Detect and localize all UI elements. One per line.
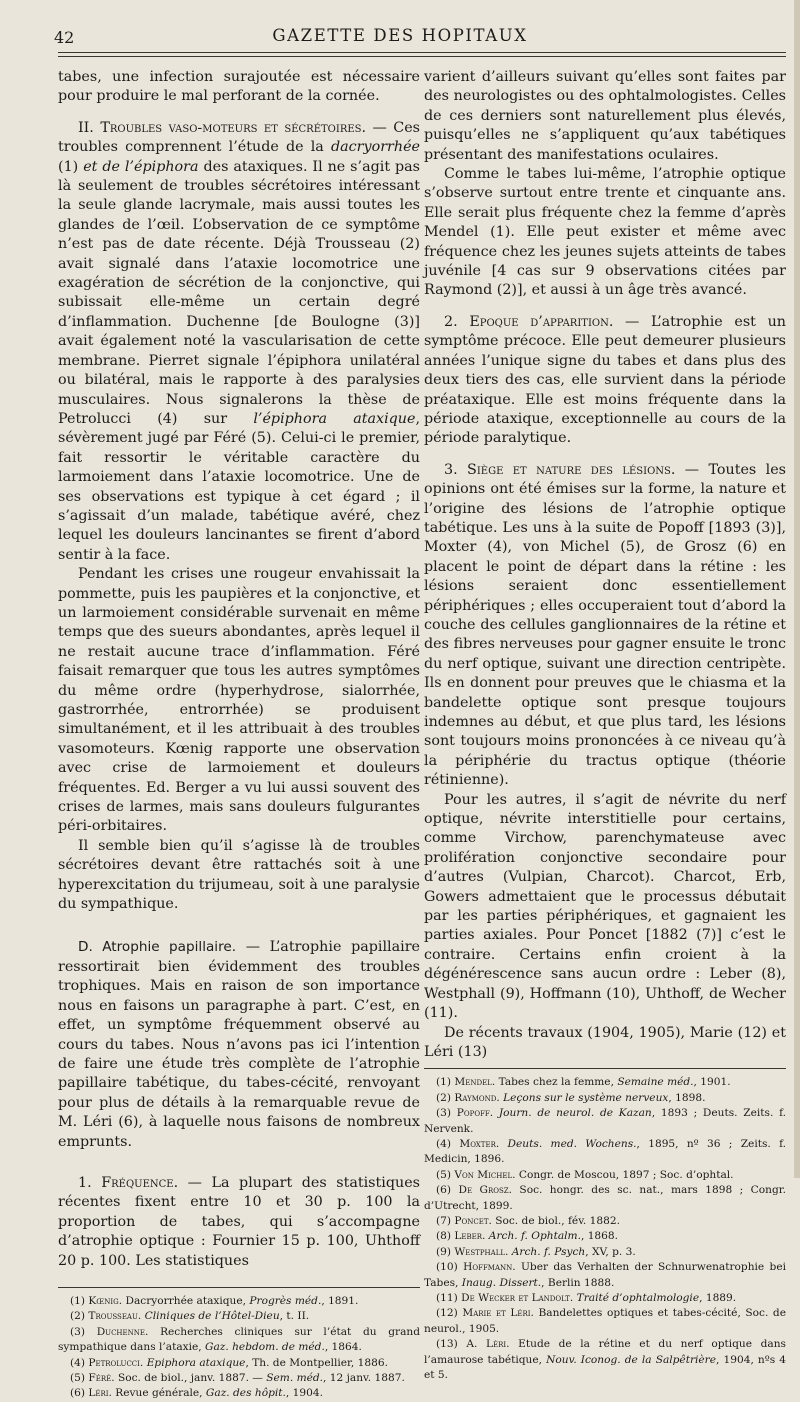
left-column [58,68,420,1402]
header-rule-thick [58,52,786,53]
page-number: 42 [54,28,75,47]
footnote: (4) Moxter. Deuts. med. Wochens., 1895, nº 36 ; Zeits. f. Medicin, 1896. [424,1137,787,1166]
footnote: (5) Féré. Soc. de biol., janv. 1887. — Sem. méd., 12 janv. 1887. [70,1372,405,1384]
right-paragraph-6: De récents travaux (1904, 1905), Marie (12) et Léri (13) [424,1024,786,1060]
section-frequence-paragraph: 1. Fréquence. — La plupart des statistiques récentes fixent entre 10 et 30 p. 100 la proportion de tabes, qui s’accompagne d’atrophie optique : Fournier 15 p. 100, Uhthoff 20 p. 100. Les statistiques [58,1174,420,1269]
left-paragraph-1: tabes, une infection surajoutée est nécessaire pour produire le mal perforant de la cornée. [58,69,420,105]
left-footnotes [58,1287,420,1402]
header-rule-thin [58,56,786,57]
footnote: (3) Duchenne. Recherches cliniques sur l’état du grand sympathique dans l’ataxie, Gaz. hebdom. de méd., 1864. [58,1325,421,1354]
footnote: (11) De Wecker et Landolt. Traité d’ophtalmologie, 1889. [436,1292,737,1304]
section-epoque-paragraph: 2. Epoque d’apparition. — L’atrophie est un symptôme précoce. Elle peut demeurer plusieurs années l’unique signe du tabes et dans plus des deux tiers des cas, elle survient dans la période préataxique. Elle est moins fréquente dans la période ataxique, exceptionnelle au cours de la période paralytique. [424,313,786,447]
footnote: (9) Westphall. Arch. f. Psych, XV, p. 3. [436,1245,636,1258]
section-d-paragraph: D. Atrophie papillaire. — L’atrophie papillaire ressortirait bien évidemment des troubles trophiques. Mais en raison de son importance nous en faisons un paragraphe à part. C’est, en effet, un symptôme fréquemment observé au cours du tabes. Nous n’avons pas ici l’intention de faire une étude très complète de l’atrophie papillaire tabétique, du tabes-cécité, renvoyant pour plus de détails à la remarquable revue de M. Léri (6), à laquelle nous faisons de nombreux emprunts. [58,939,420,1150]
footnote: (5) Von Michel. Congr. de Moscou, 1897 ; Soc. d’ophtal. [436,1168,734,1181]
section-siege-heading: Siège et nature des lésions. [467,461,676,478]
term-epiphora: et de l’épiphora [83,158,199,175]
section-frequence-heading: Fréquence. [101,1174,179,1191]
right-paragraph-2: Comme le tabes lui-même, l’atrophie optique s’observe surtout entre trente et cinquante ans. Elle serait plus fréquente chez la femme d’après Mendel (1). Elle peut exister et même avec fréquence chez les jeunes sujets atteints de tabes juvénile [4 cas sur 9 observations citées par Raymond (2)], et aussi à un âge très avancé. [424,166,786,299]
footnote: (2) Trousseau. Cliniques de l’Hôtel-Dieu, t. II. [70,1310,310,1323]
footnote: (10) Hoffmann. Uber das Verhalten der Schnurwenatrophie bei Tabes, Inaug. Dissert., Berlin 1888. [424,1261,786,1289]
section-2-numeral: II. [78,119,94,136]
footnote: (4) Petrolucci. Epiphora ataxique, Th. de Montpellier, 1886. [70,1356,388,1369]
section-epoque-heading: Epoque d’apparition. [469,313,614,330]
left-paragraph-4: Il semble bien qu’il s’agisse là de troubles sécrétoires devant être rattachés soit à une hyperexcitation du trijumeau, soit à une paralysie du sympathique. [58,837,420,913]
right-footnotes [424,1068,786,1383]
footnote: (12) Marie et Léri. Bandelettes optiques et tabes-cécité, Soc. de neurol., 1905. [424,1307,786,1335]
right-paragraph-5: Pour les autres, il s’agit de névrite du nerf optique, névrite interstitielle pour certains, comme Virchow, parenchymateuse avec prolifération conjonctive secondaire pour d’autres (Vulpian, Charcot). Charcot, Erb, Gowers admettaient que le processus débutait par les parties périphériques, et gagnaient les parties axiales. Pour Poncet [1882 (7)] c’est le contraire. Certains enfin croient à la dégénérescence sans aucun ordre : Leber (8), Westphall (9), Hoffmann (10), Uhthoff, de Wecher (11). [424,791,786,1022]
page-edge [794,0,800,1178]
section-2-heading: Troubles vaso-moteurs et sécrétoires. [100,119,367,136]
section-d-heading: D. Atrophie papillaire. [78,939,237,956]
footnote: (13) A. Léri. Etude de la rétine et du nerf optique dans l’amaurose tabétique, Nouv. Iconog. de la Salpêtrière, 1904, nºs 4 et 5. [424,1338,786,1382]
term-dacryorrhee: dacryorrhée [331,139,420,156]
footnote: (6) Léri. Revue générale, Gaz. des hôpit., 1904. [70,1387,323,1400]
left-paragraph-3: Pendant les crises une rougeur envahissait la pommette, puis les paupières et la conjonctive, et un larmoiement considérable survenait en même temps que des sueurs abondantes, après lequel il ne restait aucune trace d’inflammation. Féré faisait remarquer que tous les autres symptômes du même ordre (hyperhydrose, sialorrhée, gastrorrhée, entrorrhée) se produisent simultanément, et il les attribuait à des troubles vasomoteurs. Kœnig rapporte une observation avec crise de larmoiement et douleurs fréquentes. Ed. Berger a vu lui aussi souvent des crises de larmes, mais sans douleurs fulgurantes péri-orbitaires. [58,566,420,835]
section-2-paragraph: II. Troubles vaso-moteurs et sécrétoires. — Ces troubles comprennent l’étude de la dacryorrhée (1) et de l’épiphora des ataxiques. Il ne s’agit pas là seulement de troubles sécrétoires intéressant la seule glande lacrymale, mais aussi toutes les glandes de l’œil. L’observation de ce symptôme n’est pas de date récente. Déjà Trousseau (2) avait signalé dans l’ataxie locomotrice une exagération de sécrétion de la conjonctive, qui subissait elle-même un certain degré d’inflammation. Duchenne [de Boulogne (3)] avait également noté la vascularisation de cette membrane. Pierret signale l’épiphora unilatéral ou bilatéral, mais le rapporte à des paralysies musculaires. Nous signalerons la thèse de Petrolucci (4) sur l’épiphora ataxique, sévèrement jugé par Féré (5). Celui-ci le premier, fait ressortir le véritable caractère du larmoiement dans l’ataxie locomotrice. Une de ses observations est typique à cet égard ; il s’agissait d’un malade, tabétique avéré, chez lequel les douleurs lancinantes se firent d’abord sentir à la face. [58,119,421,563]
footnote: (8) Leber. Arch. f. Ophtalm., 1868. [436,1230,619,1243]
footnote: (1) Mendel. Tabes chez la femme, Semaine méd., 1901. [436,1076,731,1089]
running-title: GAZETTE DES HOPITAUX [272,26,528,45]
footnote: (6) De Grosz. Soc. hongr. des sc. nat., mars 1898 ; Congr. d’Utrecht, 1899. [424,1184,787,1212]
footnote: (2) Raymond. Leçons sur le système nerveux, 1898. [436,1091,706,1104]
section-siege-paragraph: 3. Siège et nature des lésions. — Toutes les opinions ont été émises sur la forme, la nature et l’origine des lésions de l’atrophie optique tabétique. Les uns à la suite de Popoff [1893 (3)], Moxter (4), von Michel (5), de Grosz (6) en placent le point de départ dans la rétine : les lésions seraient donc essentiellement périphériques ; elles occuperaient tout d’abord la couche des cellules ganglionnaires de la rétine et des fibres nerveuses pour gagner ensuite le tronc du nerf optique, suivant une direction centripète. Ils en donnent pour preuves que le chiasma et la bandelette optique sont presque toujours indemnes au début, et que plus tard, les lésions sont toujours moins prononcées à ce niveau qu’à la périphérie du tractus optique (théorie rétinienne). [424,461,786,789]
term-epiphora-ataxique: l’épiphora ataxique [253,410,416,427]
right-column [424,68,786,1383]
right-paragraph-1: varient d’ailleurs suivant qu’elles sont faites par des neurologistes ou des ophtalmologistes. Celles de ces derniers sont naturellement plus élevés, puisqu’elles ne s’appliquent qu’aux tabétiques présentant des manifestations oculaires. [424,69,786,163]
footnote: (1) Kœnig. Dacryorrhée ataxique, Progrès méd., 1891. [70,1294,359,1307]
footnote: (3) Popoff. Journ. de neurol. de Kazan, 1893 ; Deuts. Zeits. f. Nervenk. [424,1107,786,1135]
footnote: (7) Poncet. Soc. de biol., fév. 1882. [436,1214,620,1227]
